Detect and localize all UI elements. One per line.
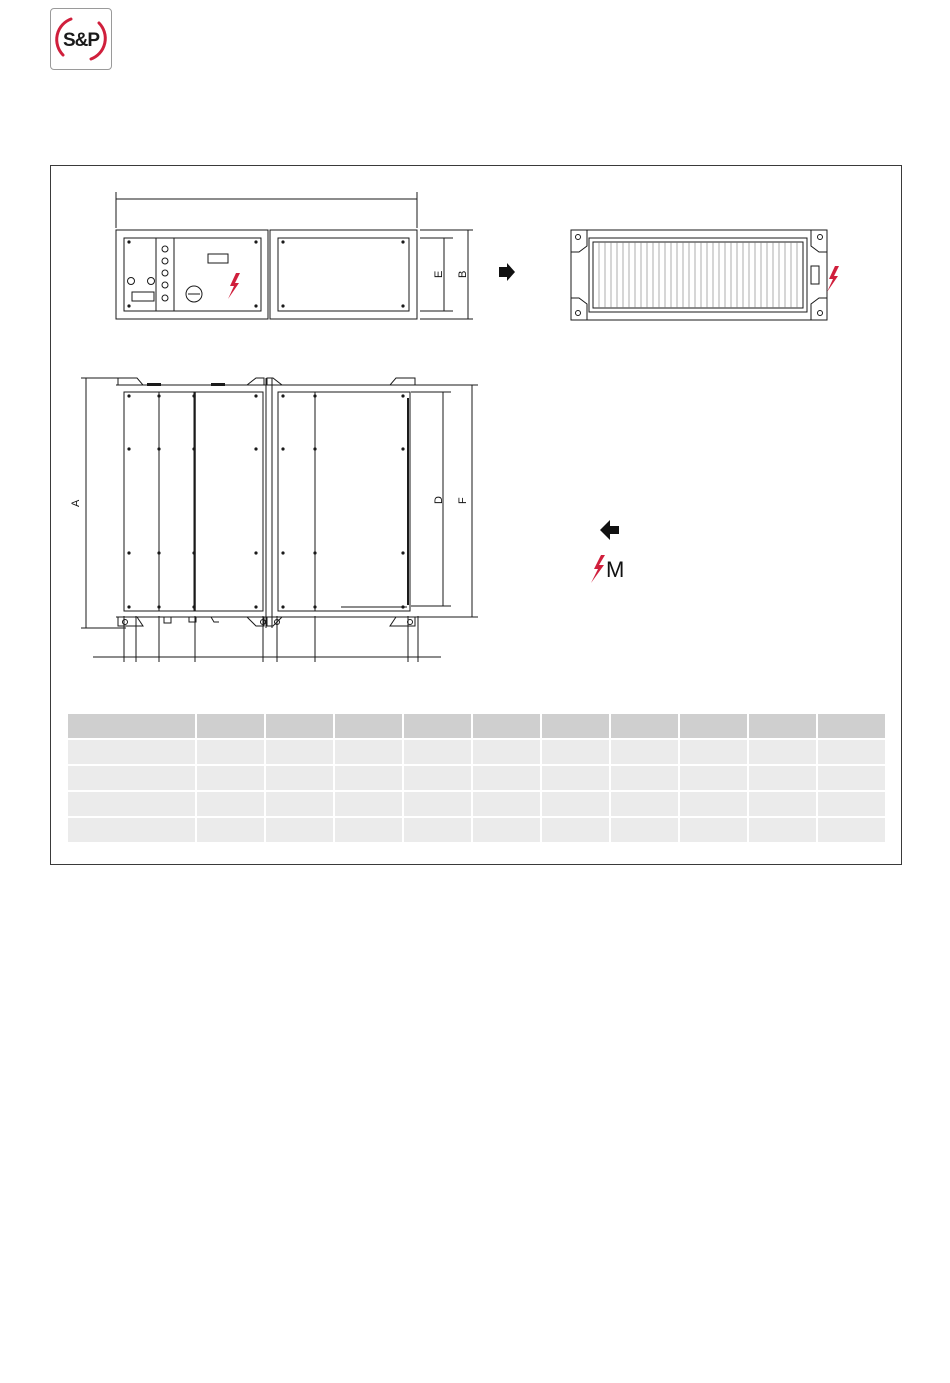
lightning-icon	[228, 273, 240, 299]
table-cell	[404, 792, 471, 816]
coil-fins	[599, 242, 797, 308]
table-header-cell	[473, 714, 540, 738]
dimension-label-a: A	[70, 499, 82, 507]
table-cell	[473, 792, 540, 816]
dimension-table	[66, 712, 887, 844]
table-header-cell	[611, 714, 678, 738]
table-cell	[473, 740, 540, 764]
table-row	[68, 792, 885, 816]
table-cell	[611, 740, 678, 764]
table-row	[68, 766, 885, 790]
table-cell	[749, 818, 816, 842]
legend-lightning-icon	[591, 555, 605, 583]
dimension-label-e: E	[433, 270, 445, 278]
logo-text: S&P	[62, 30, 100, 51]
right-arrow-icon	[499, 263, 515, 281]
table-cell	[68, 766, 195, 790]
technical-drawing	[51, 166, 901, 706]
table-cell	[68, 792, 195, 816]
table-cell	[404, 818, 471, 842]
table-header-row	[68, 714, 885, 738]
table-header-cell	[197, 714, 264, 738]
table-header-cell	[542, 714, 609, 738]
table-cell	[680, 818, 747, 842]
table-header-cell	[680, 714, 747, 738]
table-cell	[680, 766, 747, 790]
table-cell	[542, 766, 609, 790]
table-cell	[818, 766, 885, 790]
table-cell	[335, 766, 402, 790]
table-cell	[611, 766, 678, 790]
brand-logo	[50, 8, 112, 70]
table-cell	[197, 766, 264, 790]
table-header-cell	[749, 714, 816, 738]
lightning-icon	[827, 266, 839, 292]
table-cell	[197, 792, 264, 816]
table-cell	[335, 792, 402, 816]
top-view	[81, 378, 478, 662]
dimension-label-f: F	[457, 497, 469, 504]
table-cell	[749, 740, 816, 764]
table-header-cell	[818, 714, 885, 738]
front-view	[116, 192, 473, 319]
table-header-cell	[68, 714, 195, 738]
table-cell	[818, 818, 885, 842]
table-cell	[266, 740, 333, 764]
dimension-drawing-panel	[50, 165, 902, 865]
table-cell	[68, 740, 195, 764]
table-cell	[266, 792, 333, 816]
table-cell	[335, 818, 402, 842]
table-cell	[542, 740, 609, 764]
table-cell	[266, 818, 333, 842]
coil-view	[571, 230, 827, 320]
table-cell	[749, 766, 816, 790]
table-cell	[818, 792, 885, 816]
dimension-label-b: B	[457, 270, 469, 278]
table-cell	[197, 818, 264, 842]
table-cell	[542, 818, 609, 842]
table-cell	[680, 792, 747, 816]
table-cell	[749, 792, 816, 816]
table-row	[68, 818, 885, 842]
table-cell	[68, 818, 195, 842]
table-cell	[680, 740, 747, 764]
table-cell	[542, 792, 609, 816]
sp-logo-icon	[51, 9, 111, 69]
table-header-cell	[335, 714, 402, 738]
table-cell	[473, 818, 540, 842]
table-cell	[818, 740, 885, 764]
table-cell	[404, 766, 471, 790]
dimension-label-d: D	[433, 496, 445, 504]
table-cell	[404, 740, 471, 764]
table-cell	[611, 792, 678, 816]
left-arrow-icon	[600, 520, 619, 540]
table-cell	[473, 766, 540, 790]
table-header-cell	[404, 714, 471, 738]
table-cell	[266, 766, 333, 790]
table-row	[68, 740, 885, 764]
table-cell	[197, 740, 264, 764]
table-cell	[335, 740, 402, 764]
table-header-cell	[266, 714, 333, 738]
legend-motor-label: M	[606, 557, 625, 582]
table-cell	[611, 818, 678, 842]
